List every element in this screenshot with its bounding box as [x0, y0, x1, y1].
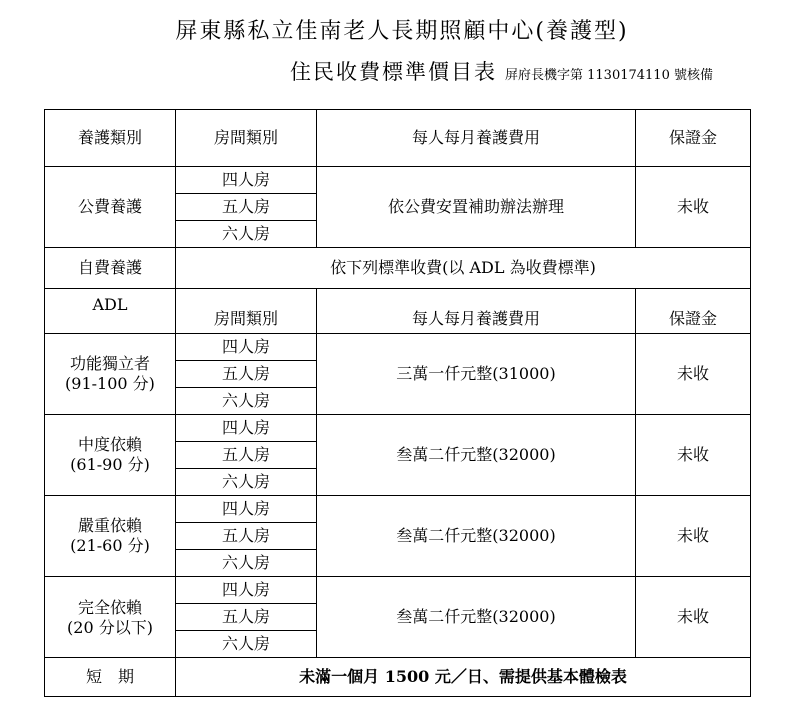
- short-term-row: [45, 658, 751, 697]
- room-type-cell: 五人房: [176, 442, 317, 469]
- adl-group-deposit: 未收: [636, 496, 751, 577]
- adl-group-row: [45, 577, 751, 604]
- adl-group-range: (20 分以下): [67, 618, 153, 637]
- adl-group-name: 中度依賴: [77, 435, 142, 454]
- adl-group-fee: 叁萬二仟元整(32000): [317, 577, 636, 658]
- adl-group-label: [45, 334, 176, 415]
- adl-group-range: (61-90 分): [70, 455, 150, 474]
- room-type-cell: 四人房: [176, 415, 317, 442]
- adl-group-label: [45, 415, 176, 496]
- adl-group-name: 完全依賴: [77, 598, 142, 617]
- adl-group-label: [45, 496, 176, 577]
- adl-group-range: (21-60 分): [70, 536, 150, 555]
- room-type-cell: 五人房: [176, 361, 317, 388]
- adl-group-range: (91-100 分): [65, 374, 155, 393]
- adl-header-monthly-fee: 每人每月養護費用: [317, 289, 636, 334]
- short-term-note: 未滿一個月 1500 元／日、需提供基本體檢表: [176, 658, 751, 697]
- room-type-cell: 六人房: [176, 221, 317, 248]
- approval-number: 屏府長機字第 1130174110 號核備: [505, 68, 713, 83]
- self-pay-label: 自費養護: [45, 248, 176, 289]
- adl-header-deposit: 保證金: [636, 289, 751, 334]
- room-type-cell: 五人房: [176, 523, 317, 550]
- header-room-type: 房間類別: [176, 110, 317, 167]
- adl-group-deposit: 未收: [636, 577, 751, 658]
- adl-group-label: [45, 577, 176, 658]
- room-type-cell: 六人房: [176, 469, 317, 496]
- header-row: [45, 110, 751, 167]
- document-subtitle-line: [290, 56, 713, 86]
- room-type-cell: 六人房: [176, 631, 317, 658]
- adl-group-fee: 叁萬二仟元整(32000): [317, 496, 636, 577]
- document-subtitle: 住民收費標準價目表: [290, 60, 497, 84]
- public-fee: 依公費安置補助辦法辦理: [317, 167, 636, 248]
- room-type-cell: 六人房: [176, 550, 317, 577]
- room-type-cell: 四人房: [176, 334, 317, 361]
- public-row: [45, 167, 751, 194]
- adl-group-deposit: 未收: [636, 334, 751, 415]
- short-term-label: 短 期: [45, 658, 176, 697]
- adl-group-row: [45, 415, 751, 442]
- adl-group-row: [45, 496, 751, 523]
- document-title: 屏東縣私立佳南老人長期照顧中心(養護型): [175, 19, 629, 44]
- room-type-cell: 四人房: [176, 167, 317, 194]
- self-pay-row: [45, 248, 751, 289]
- public-care-label: 公費養護: [45, 167, 176, 248]
- adl-group-fee: 叁萬二仟元整(32000): [317, 415, 636, 496]
- adl-group-deposit: 未收: [636, 415, 751, 496]
- room-type-cell: 五人房: [176, 604, 317, 631]
- adl-header-room-type: 房間類別: [176, 289, 317, 334]
- header-monthly-fee: 每人每月養護費用: [317, 110, 636, 167]
- fee-table: [44, 109, 751, 697]
- room-type-cell: 五人房: [176, 194, 317, 221]
- header-deposit: 保證金: [636, 110, 751, 167]
- room-type-cell: 四人房: [176, 496, 317, 523]
- room-type-cell: 四人房: [176, 577, 317, 604]
- header-care-type: 養護類別: [45, 110, 176, 167]
- public-deposit: 未收: [636, 167, 751, 248]
- adl-group-fee: 三萬一仟元整(31000): [317, 334, 636, 415]
- room-type-cell: 六人房: [176, 388, 317, 415]
- adl-group-name: 嚴重依賴: [77, 516, 142, 535]
- adl-header-row: [45, 289, 751, 334]
- adl-header: ADL: [45, 289, 176, 334]
- adl-group-name: 功能獨立者: [69, 354, 150, 373]
- adl-group-row: [45, 334, 751, 361]
- self-pay-note: 依下列標準收費(以 ADL 為收費標準): [176, 248, 751, 289]
